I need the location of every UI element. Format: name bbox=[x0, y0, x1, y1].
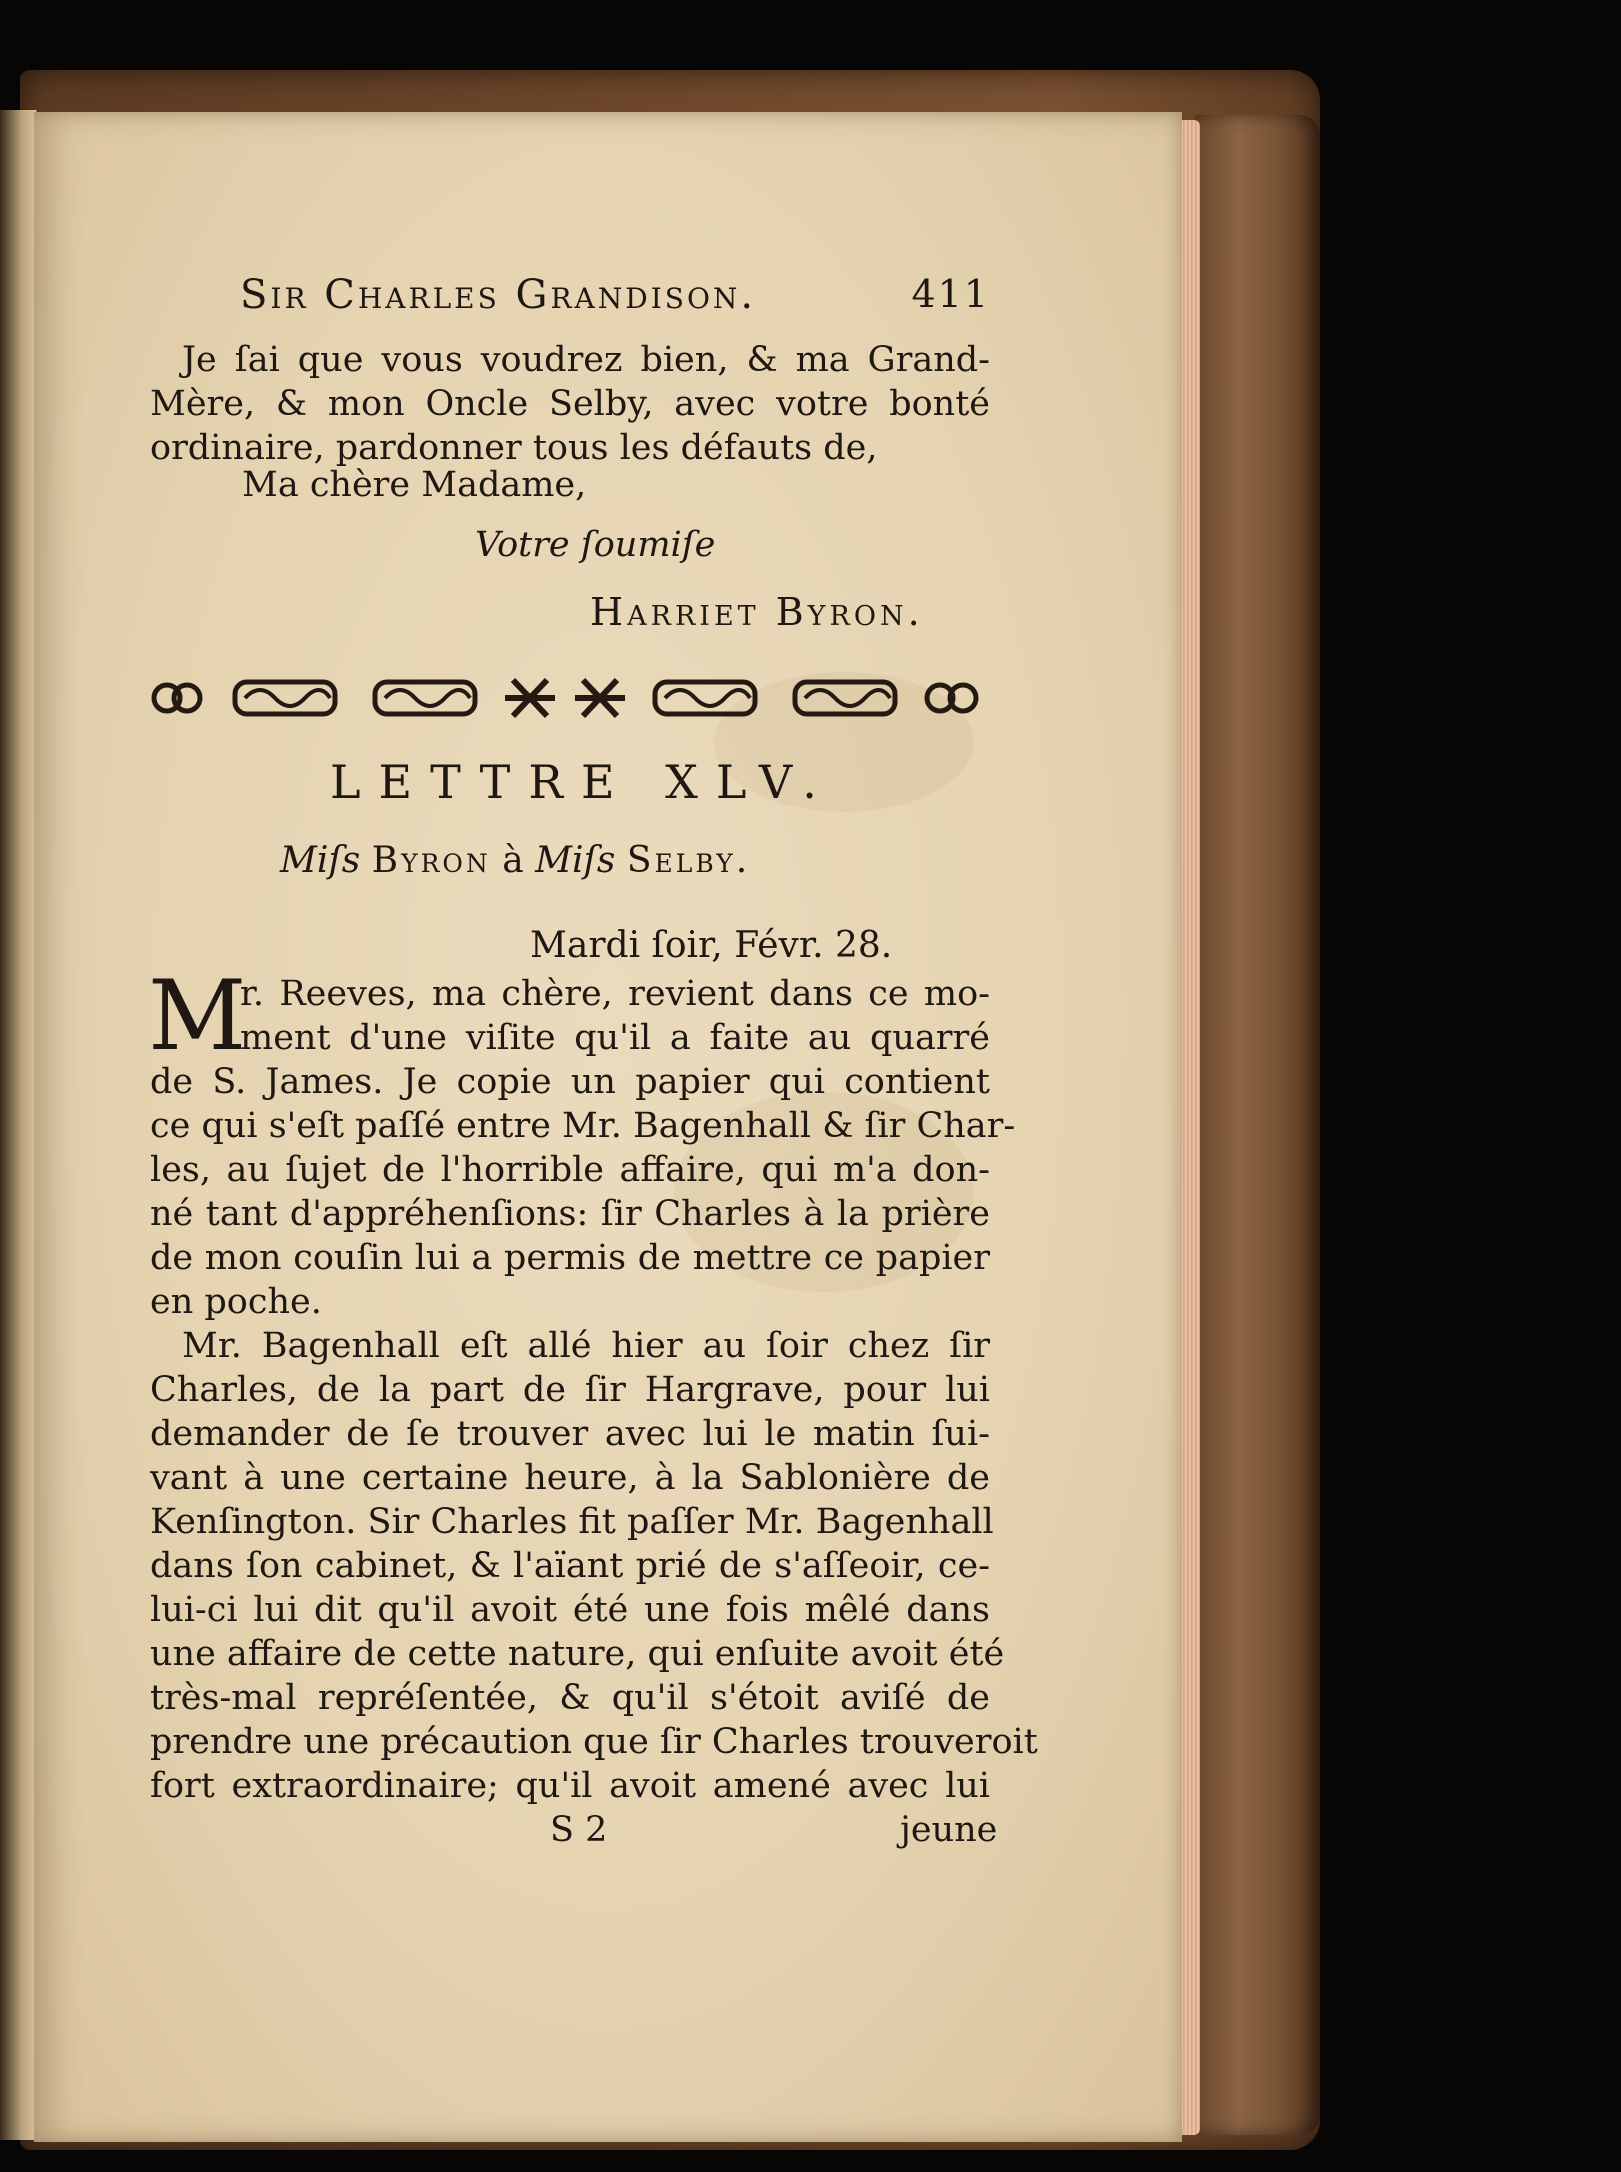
subtitle-recipient: Selby. bbox=[626, 840, 751, 881]
fleuron-ornament-icon bbox=[575, 680, 625, 716]
text-line: ordinaire, pardonner tous les défauts de, bbox=[150, 428, 878, 468]
running-header bbox=[240, 272, 990, 332]
text-line: Je ſai que vous voudrez bien, & ma Grand- bbox=[182, 340, 990, 380]
letter-heading: LETTRE XLV. bbox=[330, 755, 835, 809]
subtitle-title: Miſs bbox=[535, 840, 616, 881]
text-line: les, au ſujet de l'horrible affaire, qui m'a don- bbox=[150, 1150, 990, 1190]
fleuron-ornament-icon bbox=[375, 682, 475, 714]
subtitle-sender: Byron bbox=[371, 840, 491, 881]
fleuron-ornament-icon bbox=[795, 682, 895, 714]
letter-salutation: Ma chère Madame, bbox=[242, 465, 587, 505]
text-line: dans ſon cabinet, & l'aïant prié de s'aſſeoir, ce- bbox=[150, 1546, 990, 1586]
text-line: Charles, de la part de ſir Hargrave, pour lui bbox=[150, 1370, 990, 1410]
fleuron-ornament-icon bbox=[655, 682, 755, 714]
book-cover-edge bbox=[1195, 115, 1320, 2135]
text-line: prendre une précaution que ſir Charles trouveroit bbox=[150, 1722, 1038, 1762]
text-line: ment d'une viſite qu'il a faite au quarré bbox=[240, 1018, 990, 1058]
text-line: une affaire de cette nature, qui enſuite avoit été bbox=[150, 1634, 1005, 1674]
fleuron-ornament-icon bbox=[505, 680, 555, 716]
text-line: ce qui s'eſt paſſé entre Mr. Bagenhall & ſir Char- bbox=[150, 1106, 1016, 1146]
running-title: Sir Charles Grandison. bbox=[240, 272, 757, 318]
text-line: Mr. Bagenhall eſt allé hier au ſoir chez ſir bbox=[182, 1326, 990, 1366]
text-line: demander de ſe trouver avec lui le matin ſui- bbox=[150, 1414, 990, 1454]
text-line: né tant d'appréhenſions: ſir Charles à la prière bbox=[150, 1194, 990, 1234]
text-line: Mère, & mon Oncle Selby, avec votre bonté bbox=[150, 384, 990, 424]
subtitle-preposition: à bbox=[502, 840, 524, 881]
catchword: jeune bbox=[900, 1810, 998, 1850]
subtitle-title: Miſs bbox=[280, 840, 361, 881]
letter-subtitle bbox=[280, 840, 750, 881]
text-line: r. Reeves, ma chère, revient dans ce mo- bbox=[240, 974, 990, 1014]
text-line: fort extraordinaire; qu'il avoit amené avec lui bbox=[150, 1766, 990, 1806]
fleuron-ornament-icon bbox=[927, 685, 976, 711]
letter-signature: Harriet Byron. bbox=[590, 590, 924, 634]
fleuron-ornament-band bbox=[145, 670, 995, 726]
text-line: de mon couſin lui a permis de mettre ce papier bbox=[150, 1238, 990, 1278]
text-line: Kenſington. Sir Charles fit paſſer Mr. Bagenhall bbox=[150, 1502, 994, 1542]
left-page-edge bbox=[0, 110, 37, 2140]
text-line: lui-ci lui dit qu'il avoit été une fois mêlé dans bbox=[150, 1590, 990, 1630]
page-number: 411 bbox=[911, 272, 990, 316]
text-line: de S. James. Je copie un papier qui contient bbox=[150, 1062, 990, 1102]
text-line: très-mal repréſentée, & qu'il s'étoit aviſé de bbox=[150, 1678, 990, 1718]
text-line: vant à une certaine heure, à la Sablonière de bbox=[150, 1458, 990, 1498]
signature-mark: S 2 bbox=[550, 1810, 608, 1850]
fleuron-ornament-icon bbox=[235, 682, 335, 714]
drop-capital: M bbox=[148, 960, 247, 1072]
text-line: en poche. bbox=[150, 1282, 322, 1322]
letter-valediction: Votre ſoumiſe bbox=[475, 525, 716, 565]
fleuron-ornament-icon bbox=[154, 685, 200, 711]
letter-dateline: Mardi ſoir, Févr. 28. bbox=[530, 925, 893, 966]
